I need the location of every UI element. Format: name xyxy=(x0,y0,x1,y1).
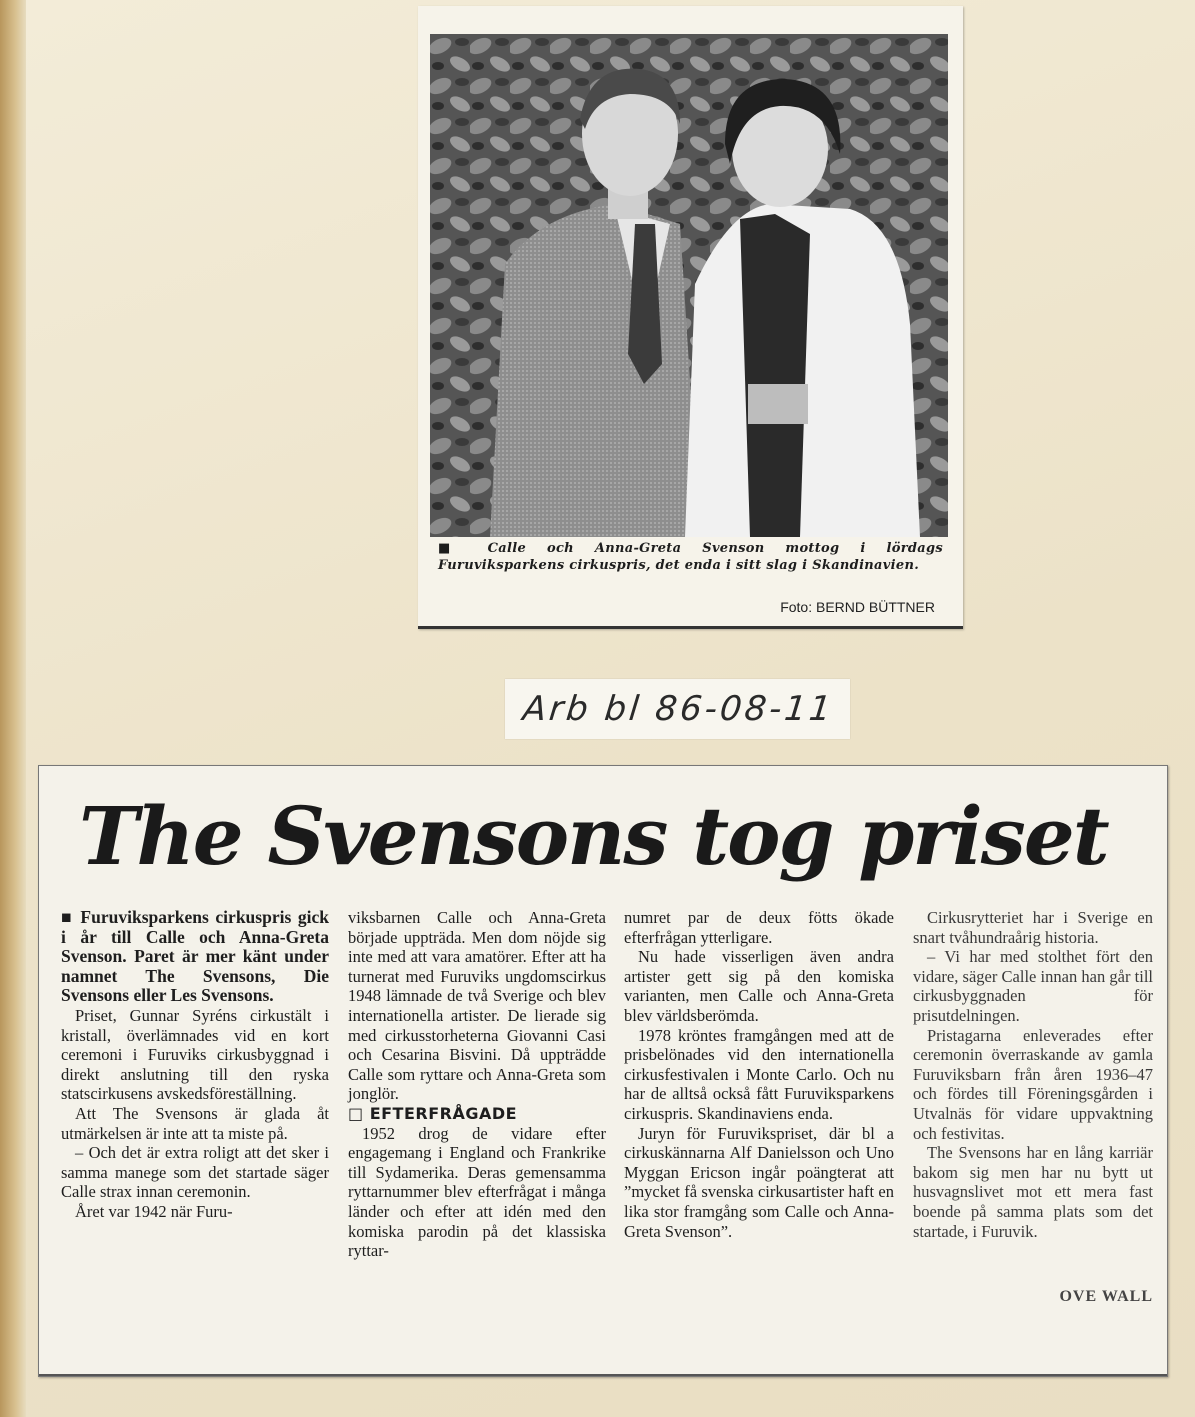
article-column-4 xyxy=(913,908,1153,1241)
paragraph: Priset, Gunnar Syréns cirkustält i kristall, överlämnades vid en kort ceremoni i Furuviks cirkusbyggnad i direkt anslutning till den ryska statscirkusens avskedsföreställning. xyxy=(61,1005,329,1104)
article-clipping xyxy=(38,765,1168,1377)
article-byline: OVE WALL xyxy=(1059,1288,1153,1305)
paragraph: – Vi har med stolthet fört den vidare, säger Calle innan han går till cirkusbyggnaden för prisutdelningen. xyxy=(913,947,1153,1025)
paragraph: 1952 drog de vidare efter engagemang i England och Frankrike till Sydamerika. Deras gemensamma ryttarnummer blev efterfrågat i många länder och efter att idén med den komiska parodin på det klassiska ryttar- xyxy=(348,1123,606,1261)
couple-photo-image xyxy=(430,34,948,537)
article-column-3 xyxy=(624,908,894,1241)
caption-text: Calle och Anna-Greta Svenson mottog i lördags Furuviksparkens cirkuspris, det enda i sitt slag i Skandinavien. xyxy=(438,541,943,573)
article-lead: ■ Furuviksparkens cirkuspris gick i år till Calle och Anna-Greta Svenson. Paret är mer känt under namnet The Svensons, Die Svensons eller Les Svensons. xyxy=(61,907,329,1006)
caption-marker: ■ xyxy=(438,541,467,556)
bottom-rule xyxy=(39,1374,1167,1376)
couple-photo xyxy=(430,34,948,537)
article-headline: The Svensons tog priset xyxy=(79,789,1108,883)
handwritten-date-note xyxy=(505,679,850,739)
paragraph: Juryn för Furuvikspriset, där bl a cirkuskännarna Alf Danielsson och Uno Myggan Ericson ingår poängterat att ”mycket få svenska cirkusartister haft en lika stor framgång som Calle och Anna-Greta Svenson”. xyxy=(624,1123,894,1241)
paragraph: numret par de deux fötts ökade efterfrågan ytterligare. xyxy=(624,908,894,947)
album-page-edge xyxy=(0,0,26,1417)
paragraph: The Svensons har en lång karriär bakom sig men har nu bytt ut husvagnslivet mot ett mera fast boende på samma plats som det startade, i Furuvik. xyxy=(913,1143,1153,1241)
paragraph: Pristagarna enleverades efter ceremonin överraskande av gamla Furuviksbarn från åren 1936–47 och fördes till Föreningsgården i Utvalnäs för vidare uppvaktning och festivitas. xyxy=(913,1025,1153,1143)
photo-credit: Foto: BERND BÜTTNER xyxy=(780,599,935,615)
article-column-1 xyxy=(61,908,329,1222)
photo-clipping xyxy=(418,6,963,629)
article-subhead: □ EFTERFRÅGADE xyxy=(348,1103,518,1123)
paragraph: Nu hade visserligen även andra artister gett sig på den komiska varianten, men Calle och Anna-Greta blev världsberömda. xyxy=(624,947,894,1025)
article-column-2 xyxy=(348,908,606,1261)
photo-caption xyxy=(438,540,943,574)
paragraph: Året var 1942 när Furu- xyxy=(75,1201,233,1221)
date-note-text: Arb bl 86-08-11 xyxy=(520,689,836,729)
paragraph: 1978 kröntes framgången med att de prisbelönades vid den internationella cirkusfestivalen i Monte Carlo. Och nu har de alltså också fått Furuviksparkens cirkuspris. Skandinaviens enda. xyxy=(624,1025,894,1123)
paragraph: – Och det är extra roligt att det sker i samma manege som det startade säger Calle strax innan ceremonin. xyxy=(61,1143,329,1202)
paragraph: Cirkusrytteriet har i Sverige en snart tvåhundraårig historia. xyxy=(913,908,1153,947)
paragraph: viksbarnen Calle och Anna-Greta började uppträda. Men dom nöjde sig inte med att vara amatörer. Efter att ha turnerat med Furuviks ungdomscirkus 1948 lämnade de två Sverige och blev internationella artister. De lierade sig med cirkusstorheterna Giovanni Casi och Cesarina Bisvini. Då uppträdde Calle som ryttare och Anna-Greta som jonglör. xyxy=(348,908,606,1104)
paragraph: Att The Svensons är glada åt utmärkelsen är inte att ta miste på. xyxy=(61,1103,329,1143)
